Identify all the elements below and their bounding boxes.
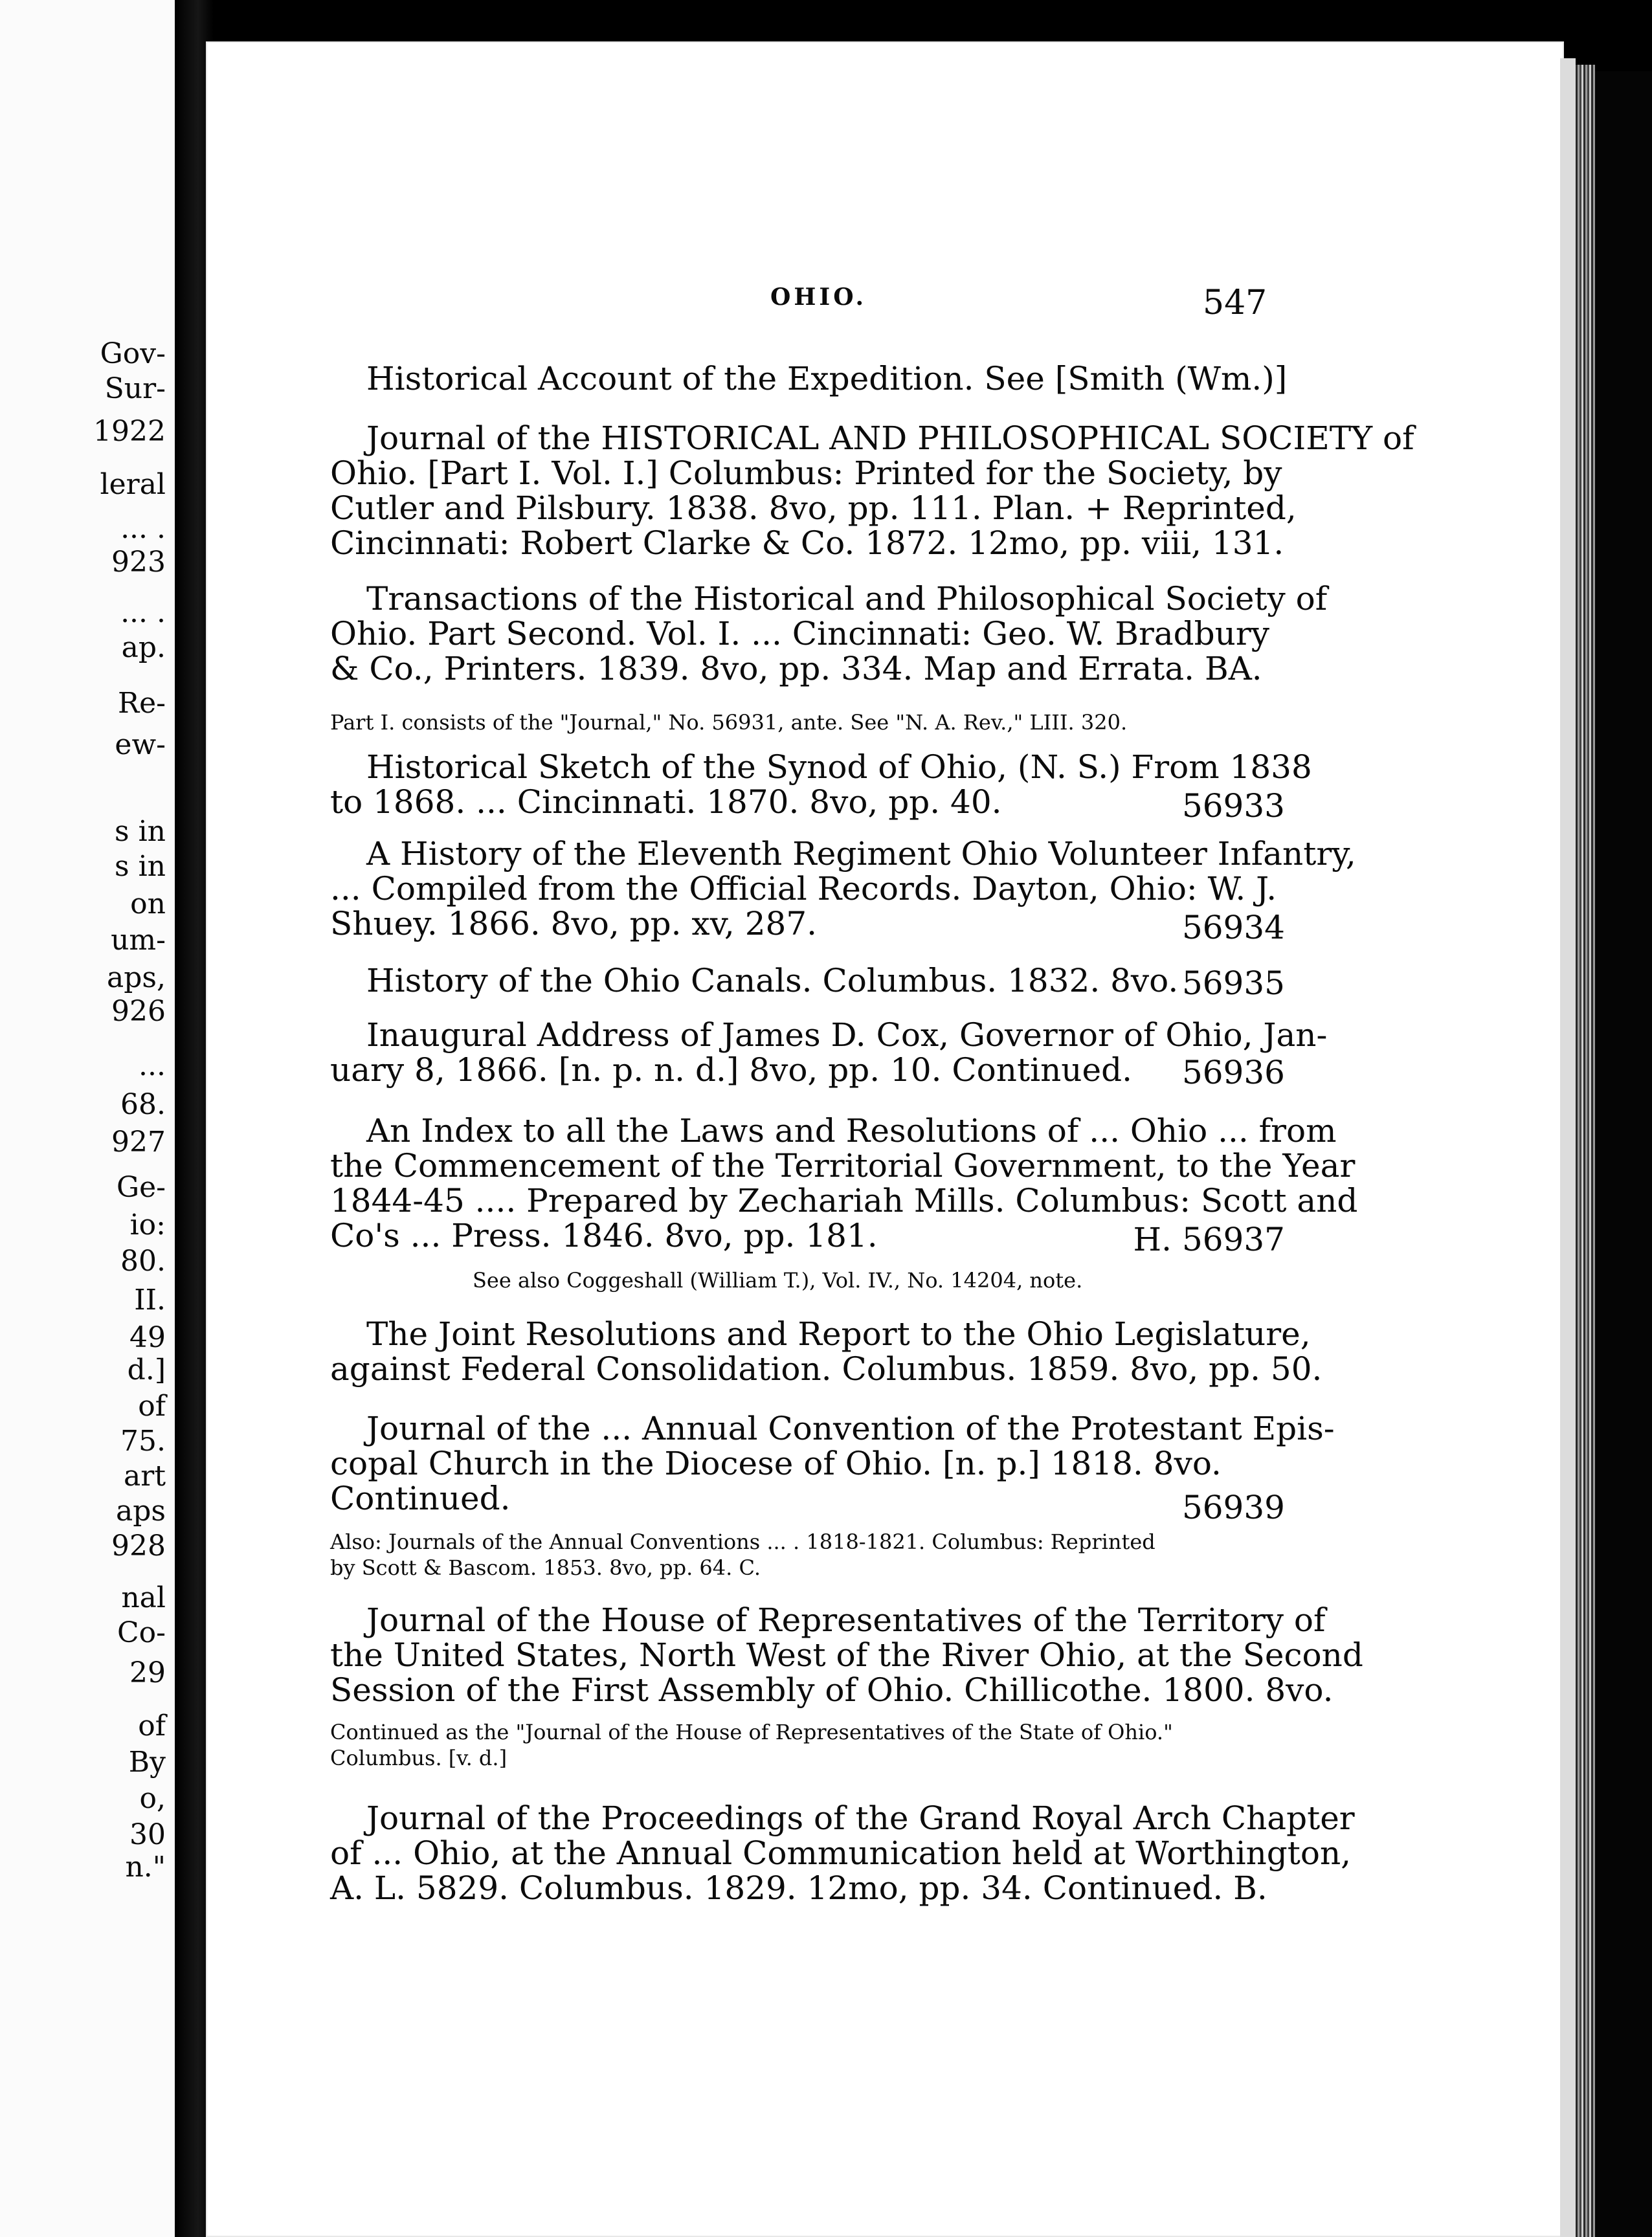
entry-line: Session of the First Assembly of Ohio. Chillicothe. 1800. 8vo.	[330, 1671, 1334, 1709]
entry-line: The Joint Resolutions and Report to the Ohio Legislature,	[366, 1315, 1311, 1353]
catalog-entry	[330, 1112, 1358, 1258]
note-line: See also Coggeshall (William T.), Vol. IV., No. 14204, note.	[473, 1268, 1083, 1293]
entry-line: & Co., Printers. 1839. 8vo, pp. 334. Map and Errata. BA.	[330, 650, 1262, 687]
entry-line: copal Church in the Diocese of Ohio. [n. p.] 1818. 8vo.	[330, 1445, 1222, 1482]
left-fragment: of	[138, 1390, 166, 1423]
page-number: 547	[1203, 284, 1267, 322]
entry-line: to 1868. ... Cincinnati. 1870. 8vo, pp. 40.	[330, 783, 1002, 821]
entry-note	[330, 709, 1285, 735]
note-line: Continued as the "Journal of the House of Representatives of the State of Ohio."	[330, 1720, 1173, 1744]
catalog-entry	[330, 962, 1285, 1002]
left-fragment: Co-	[117, 1616, 166, 1649]
entry-line: Journal of the ... Annual Convention of the Protestant Epis-	[366, 1410, 1335, 1447]
left-fragment: 927	[111, 1126, 166, 1159]
entry-line: the United States, North West of the River Ohio, at the Second	[330, 1636, 1363, 1674]
entry-line: Inaugural Address of James D. Cox, Governor of Ohio, Jan-	[366, 1016, 1328, 1054]
entry-number: H. 56937	[1133, 1221, 1285, 1258]
entry-number: 56933	[1181, 787, 1285, 825]
catalog-entry	[330, 360, 1288, 397]
left-fragment: Re-	[117, 687, 166, 720]
entry-line: Ohio. [Part I. Vol. I.] Columbus: Printed for the Society, by	[330, 454, 1282, 492]
left-fragment: ap.	[121, 631, 166, 664]
left-fragment: leral	[100, 468, 166, 501]
catalog-entry	[330, 419, 1414, 562]
left-fragment: 29	[129, 1656, 166, 1689]
left-fragment: 30	[129, 1818, 166, 1851]
entry-number: 56936	[1181, 1054, 1285, 1091]
page-edges-stack	[1576, 65, 1595, 2237]
left-fragment: 928	[111, 1530, 166, 1563]
entry-line: 1844-45 .... Prepared by Zechariah Mills. Columbus: Scott and	[330, 1182, 1358, 1219]
entry-line: An Index to all the Laws and Resolutions of ... Ohio ... from	[366, 1112, 1337, 1150]
left-fragment: Gov-	[100, 337, 166, 370]
entry-note	[330, 1529, 1285, 1581]
left-fragment: ew-	[115, 728, 166, 761]
left-fragment: s in	[115, 815, 166, 848]
left-fragment: io:	[129, 1208, 166, 1241]
left-fragment: 923	[111, 546, 166, 579]
entry-line: Continued.	[330, 1480, 511, 1517]
entry-number: 56934	[1181, 909, 1285, 946]
left-fragment: 49	[129, 1321, 166, 1354]
entry-note	[330, 1719, 1285, 1771]
note-line: Part I. consists of the "Journal," No. 56931, ante. See "N. A. Rev.," LIII. 320.	[330, 710, 1128, 735]
left-fragment: 68.	[120, 1088, 166, 1121]
entry-line: Cutler and Pilsbury. 1838. 8vo, pp. 111. Plan. + Reprinted,	[330, 489, 1297, 527]
entry-line: Journal of the HISTORICAL AND PHILOSOPHICAL SOCIETY of	[366, 419, 1414, 457]
entry-line: uary 8, 1866. [n. p. n. d.] 8vo, pp. 10. Continued.	[330, 1051, 1132, 1089]
entry-note	[330, 1267, 1285, 1293]
catalog-entry	[330, 1799, 1355, 1907]
note-line: by Scott & Bascom. 1853. 8vo, pp. 64. C.	[330, 1555, 761, 1580]
note-line: Also: Journals of the Annual Conventions ... . 1818-1821. Columbus: Reprinted	[330, 1530, 1155, 1554]
entry-line: Historical Account of the Expedition. See [Smith (Wm.)]	[366, 360, 1288, 397]
entry-line: Journal of the House of Representatives of the Territory of	[366, 1601, 1326, 1639]
entry-number: 56939	[1181, 1489, 1285, 1526]
left-fragment: aps	[116, 1495, 166, 1528]
left-fragment: 75.	[120, 1425, 166, 1458]
left-fragment: 80.	[120, 1245, 166, 1278]
entry-line: A History of the Eleventh Regiment Ohio Volunteer Infantry,	[366, 835, 1356, 873]
note-line: Columbus. [v. d.]	[330, 1746, 508, 1770]
left-fragment: ... .	[120, 596, 166, 629]
left-fragment: Sur-	[104, 372, 166, 405]
catalog-entry	[330, 1315, 1323, 1388]
left-fragment: By	[128, 1746, 166, 1779]
entry-line: A. L. 5829. Columbus. 1829. 12mo, pp. 34. Continued. B.	[330, 1869, 1267, 1907]
entry-line: the Commencement of the Territorial Government, to the Year	[330, 1147, 1356, 1185]
catalog-entry	[330, 835, 1356, 946]
left-fragment: nal	[121, 1581, 166, 1614]
catalog-entry	[330, 1016, 1328, 1091]
catalog-entry	[330, 748, 1312, 825]
left-fragment: um-	[111, 924, 166, 957]
entry-line: ... Compiled from the Official Records. Dayton, Ohio: W. J.	[330, 870, 1277, 907]
catalog-entry	[330, 1410, 1335, 1526]
entry-line: Transactions of the Historical and Philosophical Society of	[366, 580, 1328, 618]
catalog-entry	[330, 1601, 1363, 1709]
entry-number: 56935	[1181, 964, 1285, 1002]
left-fragment: II.	[134, 1284, 166, 1317]
left-fragment: on	[130, 887, 166, 920]
left-fragment: Ge-	[116, 1171, 166, 1204]
left-fragment: aps,	[107, 961, 166, 994]
left-fragment: art	[124, 1460, 166, 1493]
left-fragment: s in	[115, 850, 166, 883]
left-facing-page	[0, 0, 175, 2237]
entry-line: Cincinnati: Robert Clarke & Co. 1872. 12mo, pp. viii, 131.	[330, 524, 1284, 562]
entry-line: of ... Ohio, at the Annual Communication held at Worthington,	[330, 1834, 1352, 1872]
left-fragment: 926	[111, 995, 166, 1028]
left-fragment: ...	[139, 1049, 166, 1082]
entry-line: Co's ... Press. 1846. 8vo, pp. 181.	[330, 1217, 878, 1254]
entry-line: Shuey. 1866. 8vo, pp. xv, 287.	[330, 905, 818, 942]
entry-line: Historical Sketch of the Synod of Ohio, (N. S.) From 1838	[366, 748, 1312, 786]
left-fragment: of	[138, 1709, 166, 1742]
left-fragment: 1922	[93, 415, 166, 448]
left-fragment: d.]	[127, 1353, 166, 1386]
running-head: OHIO.	[770, 284, 867, 311]
entry-line: against Federal Consolidation. Columbus. 1859. 8vo, pp. 50.	[330, 1350, 1323, 1388]
entry-line: Ohio. Part Second. Vol. I. ... Cincinnati: Geo. W. Bradbury	[330, 615, 1270, 652]
left-fragment: o,	[139, 1782, 166, 1815]
left-fragment: ... .	[120, 512, 166, 545]
page-edge	[1560, 58, 1576, 2237]
entry-line: History of the Ohio Canals. Columbus. 1832. 8vo.	[366, 962, 1179, 999]
scan-border	[1595, 71, 1652, 2237]
entry-line: Journal of the Proceedings of the Grand Royal Arch Chapter	[366, 1799, 1355, 1837]
left-fragment: n."	[125, 1851, 166, 1884]
catalog-entry	[330, 580, 1328, 687]
